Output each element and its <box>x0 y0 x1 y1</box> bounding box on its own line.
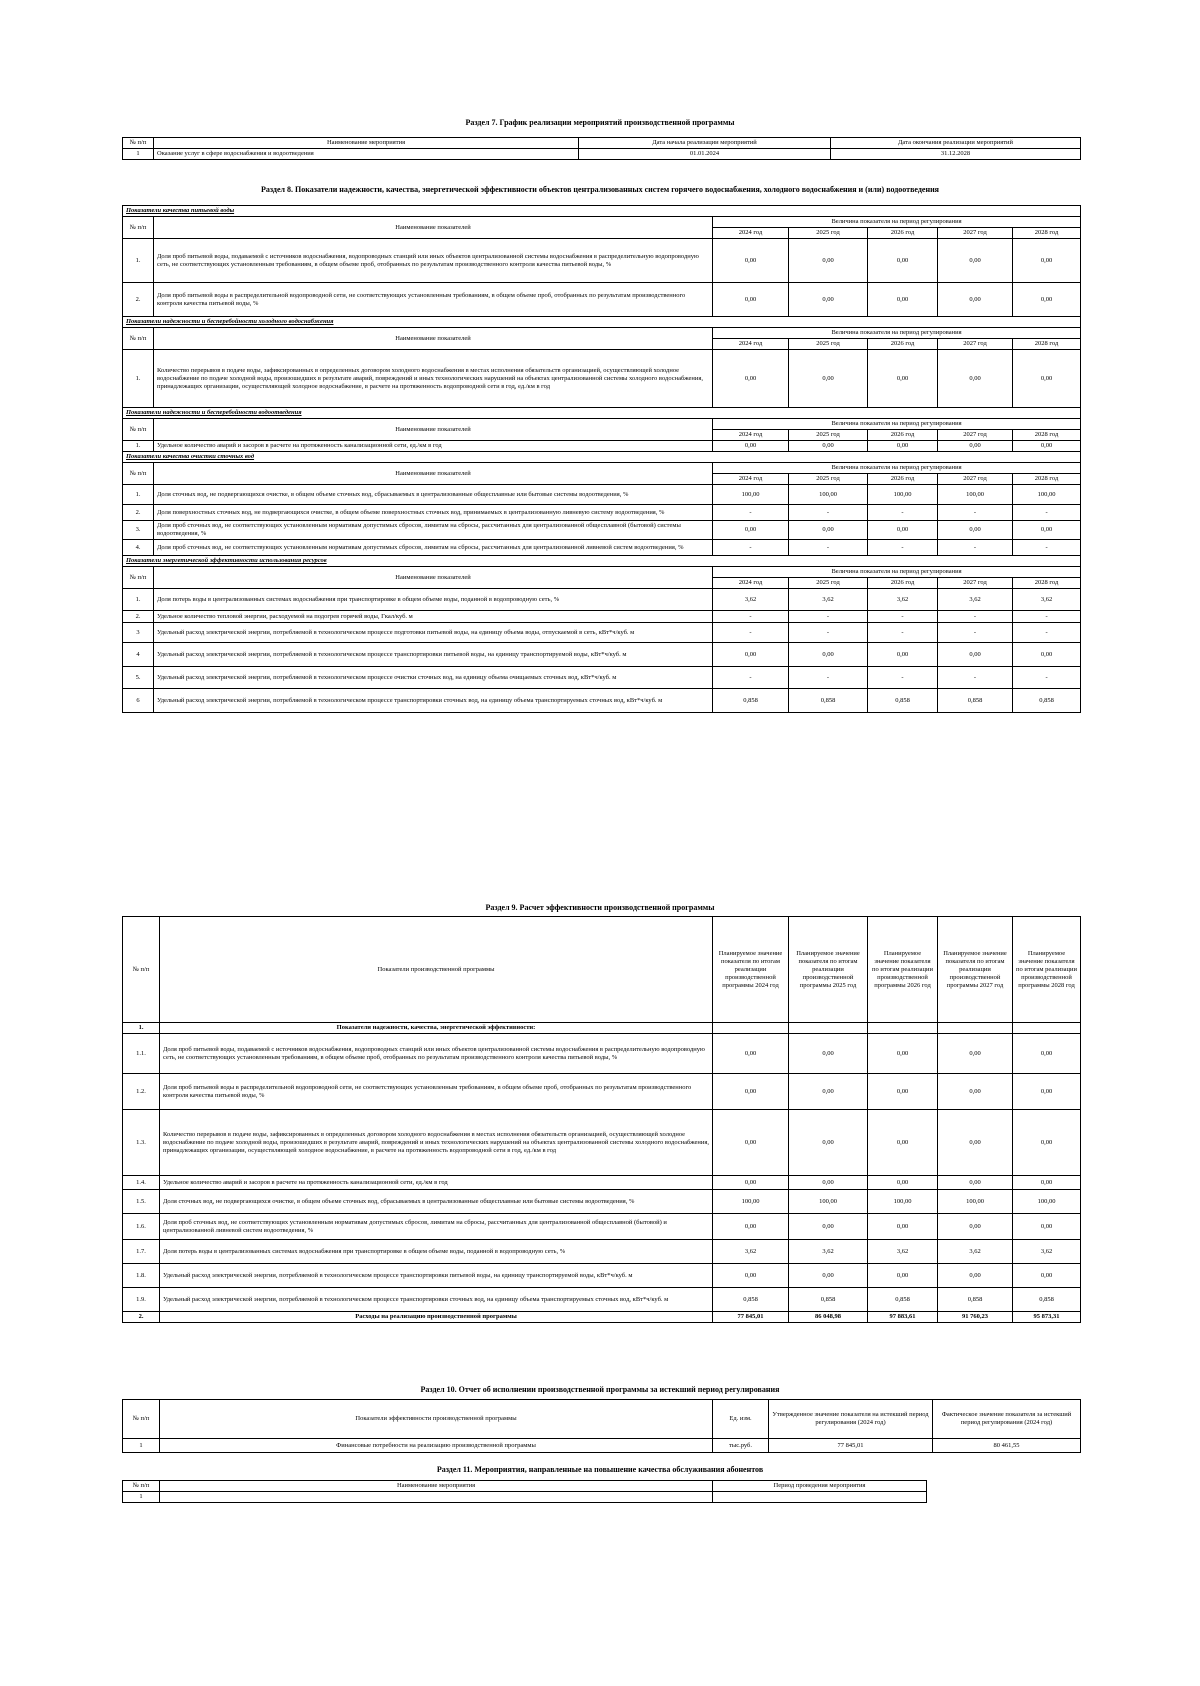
s8-row-value: - <box>713 623 789 643</box>
s8-row-value: 0,00 <box>868 643 938 667</box>
s8-row-name: Доля проб сточных вод, не соответствующих установленным нормативам допустимых сбросов, лимитам на сбросы, рассчитанных для централизованной ливневой систем водоотведения, % <box>154 540 713 556</box>
table-row <box>123 239 1081 283</box>
s10-header-unit: Ед. изм. <box>713 1400 769 1439</box>
section-8-title: Раздел 8. Показатели надежности, качества, энергетической эффективности объектов централизованных систем горячего водоснабжения, холодного водоснабжения и (или) водоотведения <box>260 185 940 194</box>
s8-row-no: 5. <box>123 667 154 689</box>
s7-header-name: Наименование мероприятия <box>154 138 579 149</box>
s9-row-value: 0,00 <box>713 1110 789 1176</box>
s9-row-no: 1.9. <box>123 1288 160 1312</box>
s9-row-value: 0,00 <box>1013 1264 1081 1288</box>
s11-row-name <box>160 1492 713 1503</box>
s8-header-year: 2027 год <box>938 228 1013 239</box>
s8-row-value: - <box>1013 611 1081 623</box>
s9-group-empty <box>1013 1023 1081 1034</box>
s11-header-name: Наименование мероприятия <box>160 1481 713 1492</box>
s8-row-value: 0,00 <box>938 643 1013 667</box>
s8-row-value: - <box>713 611 789 623</box>
s9-total-name: Расходы на реализацию производственной программы <box>160 1312 713 1323</box>
s9-row-value: 0,00 <box>713 1214 789 1240</box>
s9-row-value: 0,858 <box>1013 1288 1081 1312</box>
s8-row-value: - <box>868 505 938 521</box>
table-row <box>123 1034 1081 1074</box>
section-11-title: Раздел 11. Мероприятия, направленные на повышение качества обслуживания абонентов <box>436 1465 764 1474</box>
s9-row-value: 0,00 <box>938 1264 1013 1288</box>
table-row <box>123 505 1081 521</box>
s9-row-value: 0,00 <box>789 1110 868 1176</box>
table-row <box>123 540 1081 556</box>
s8-row-value: 0,00 <box>789 441 868 452</box>
table-row <box>123 441 1081 452</box>
s8-header-year: 2028 год <box>1013 474 1081 485</box>
s8-row-no: 1. <box>123 485 154 505</box>
table-row <box>123 589 1081 611</box>
s9-header-col: Планируемое значение показателя по итогам реализации производственной программы 2025 год <box>789 917 868 1023</box>
s9-row-value: 0,00 <box>1013 1110 1081 1176</box>
s9-row-name: Удельный расход электрической энергии, потребляемой в технологическом процессе транспортировки питьевой воды, на единицу транспортируемой воды, кВт*ч/куб. м <box>160 1264 713 1288</box>
s9-row-value: 0,00 <box>789 1176 868 1190</box>
s10-row-approved: 77 845,01 <box>769 1439 933 1453</box>
s8-row-value: 0,00 <box>868 283 938 317</box>
s9-row-value: 0,00 <box>868 1176 938 1190</box>
s9-row-no: 1.5. <box>123 1190 160 1214</box>
s9-row-name: Количество перерывов в подаче воды, зафиксированных в определенных договором холодного водоснабжения в местах исполнения обязательств организацией, осуществляющей холодное водоснабжение по подаче холодной воды, произошедших в результате аварий, повреждений и иных технологических нарушений на объектах централизованной системы холодного водоснабжения, принадлежащих организации, осуществляющей холодное водоснабжение, в расчете на протяженность водопроводной сети в год, ед./км в год <box>160 1110 713 1176</box>
s8-row-value: 0,00 <box>789 521 868 540</box>
s9-row-value: 0,00 <box>789 1074 868 1110</box>
s8-row-value: 0,00 <box>1013 441 1081 452</box>
s8-row-name: Доля проб питьевой воды в распределительной водопроводной сети, не соответствующих установленным требованиям, в общем объеме проб, отобранных по результатам производственного контроля качества питьевой воды, % <box>154 283 713 317</box>
s8-row-no: 2. <box>123 505 154 521</box>
s8-row-value: 0,858 <box>938 689 1013 713</box>
section-9-table <box>122 916 1081 1323</box>
table-row <box>123 1110 1081 1176</box>
s8-header-year: 2024 год <box>713 339 789 350</box>
s8-row-value: 0,00 <box>789 350 868 408</box>
s8-row-name: Доля проб питьевой воды, подаваемой с источников водоснабжения, водопроводных станций или иных объектов централизованной системы водоснабжения в распределительную водопроводную сеть, не соответствующих установленным требованиям, в общем объеме проб, отобранных по результатам производственного контроля качества питьевой воды, % <box>154 239 713 283</box>
s8-row-value: - <box>789 505 868 521</box>
s9-group-empty <box>938 1023 1013 1034</box>
s8-header-no: № п/п <box>123 419 154 441</box>
s8-row-value: - <box>789 667 868 689</box>
s9-row-no: 1.6. <box>123 1214 160 1240</box>
s8-row-value: 3,62 <box>1013 589 1081 611</box>
s8-row-name: Доля потерь воды в централизованных системах водоснабжения при транспортировке в общем объеме воды, поданной в водопроводную сеть, % <box>154 589 713 611</box>
s8-row-name: Удельный расход электрической энергии, потребляемой в технологическом процессе подготовки питьевой воды, на единицу объема воды, отпускаемой в сеть, кВт*ч/куб. м <box>154 623 713 643</box>
section-10-title: Раздел 10. Отчет об исполнении производственной программы за истекший период регулирования <box>420 1385 780 1394</box>
s8-row-value: - <box>713 667 789 689</box>
s8-header-no: № п/п <box>123 328 154 350</box>
table-row <box>123 611 1081 623</box>
s9-row-value: 3,62 <box>938 1240 1013 1264</box>
s8-row-value: 0,858 <box>1013 689 1081 713</box>
s10-row-no: 1 <box>123 1439 160 1453</box>
s9-header-name: Показатели производственной программы <box>160 917 713 1023</box>
s8-row-value: 100,00 <box>713 485 789 505</box>
s8-row-value: 0,00 <box>868 239 938 283</box>
s8-row-value: 100,00 <box>868 485 938 505</box>
s8-row-value: 0,00 <box>713 350 789 408</box>
s8-row-value: 0,00 <box>868 441 938 452</box>
s8-row-value: 3,62 <box>938 589 1013 611</box>
s9-row-value: 0,00 <box>789 1214 868 1240</box>
table-row <box>123 485 1081 505</box>
s9-group-empty <box>789 1023 868 1034</box>
s8-header-year: 2024 год <box>713 228 789 239</box>
s8-row-value: 0,858 <box>789 689 868 713</box>
s9-row-value: 0,00 <box>868 1264 938 1288</box>
s7-header-start: Дата начала реализации мероприятий <box>579 138 831 149</box>
table-row <box>123 623 1081 643</box>
s8-row-value: 0,00 <box>938 350 1013 408</box>
s8-row-value: 0,00 <box>713 239 789 283</box>
s9-row-value: 100,00 <box>789 1190 868 1214</box>
section-11-table <box>122 1480 927 1503</box>
s8-header-year: 2026 год <box>868 474 938 485</box>
s8-header-year: 2026 год <box>868 430 938 441</box>
s9-row-name: Удельное количество аварий и засоров в расчете на протяженность канализационной сети, ед./км в год <box>160 1176 713 1190</box>
s11-header-no: № п/п <box>123 1481 160 1492</box>
s9-row-value: 0,00 <box>938 1034 1013 1074</box>
s8-group-title: Показатели качества питьевой воды <box>123 206 1081 217</box>
s7-row-no: 1 <box>123 149 154 160</box>
s9-row-value: 0,00 <box>1013 1074 1081 1110</box>
s8-row-value: - <box>938 505 1013 521</box>
s7-header-end: Дата окончания реализации мероприятий <box>831 138 1081 149</box>
s8-row-value: 0,00 <box>789 643 868 667</box>
s8-row-name: Удельное количество аварий и засоров в расчете на протяженность канализационной сети, ед./км в год <box>154 441 713 452</box>
s9-group-name: Показатели надежности, качества, энергетической эффективности: <box>160 1023 713 1034</box>
s8-header-no: № п/п <box>123 217 154 239</box>
s8-row-value: 0,00 <box>1013 239 1081 283</box>
s9-row-value: 100,00 <box>868 1190 938 1214</box>
s9-row-value: 0,00 <box>713 1264 789 1288</box>
s8-row-value: 0,00 <box>713 521 789 540</box>
s8-row-no: 1. <box>123 350 154 408</box>
s9-row-value: 0,00 <box>868 1214 938 1240</box>
s8-row-value: - <box>713 505 789 521</box>
s9-header-col: Планируемое значение показателя по итогам реализации производственной программы 2024 год <box>713 917 789 1023</box>
s8-row-value: 0,858 <box>713 689 789 713</box>
s9-row-value: 100,00 <box>938 1190 1013 1214</box>
s11-row-no: 1 <box>123 1492 160 1503</box>
s8-header-year: 2026 год <box>868 339 938 350</box>
s8-row-value: - <box>938 611 1013 623</box>
s8-header-year: 2027 год <box>938 474 1013 485</box>
s8-row-value: 0,00 <box>868 521 938 540</box>
s8-row-value: 0,00 <box>713 643 789 667</box>
s8-header-year: 2028 год <box>1013 578 1081 589</box>
s9-row-value: 0,00 <box>938 1214 1013 1240</box>
s9-row-value: 0,00 <box>1013 1214 1081 1240</box>
s8-row-name: Удельный расход электрической энергии, потребляемой в технологическом процессе очистки сточных вод, на единицу объема очищаемых сточных вод, кВт*ч/куб. м <box>154 667 713 689</box>
s8-header-name: Наименование показателей <box>154 463 713 485</box>
s9-row-no: 1.8. <box>123 1264 160 1288</box>
s8-row-value: 100,00 <box>1013 485 1081 505</box>
s9-row-value: 3,62 <box>713 1240 789 1264</box>
s8-header-year: 2025 год <box>789 474 868 485</box>
s9-group-empty <box>713 1023 789 1034</box>
s8-header-year: 2027 год <box>938 578 1013 589</box>
s8-header-name: Наименование показателей <box>154 567 713 589</box>
s7-row-start: 01.01.2024 <box>579 149 831 160</box>
s10-header-name: Показатели эффективности производственной программы <box>160 1400 713 1439</box>
s8-header-year: 2025 год <box>789 578 868 589</box>
s8-row-value: 0,00 <box>1013 350 1081 408</box>
table-row <box>123 667 1081 689</box>
s8-row-value: - <box>868 540 938 556</box>
s8-row-value: - <box>713 540 789 556</box>
s8-row-value: - <box>938 623 1013 643</box>
table-row <box>123 521 1081 540</box>
s8-group-title: Показатели энергетической эффективности использования ресурсов <box>123 556 1081 567</box>
section-7-title: Раздел 7. График реализации мероприятий производственной программы <box>465 118 735 127</box>
s8-row-value: - <box>789 540 868 556</box>
s8-row-name: Удельное количество тепловой энергии, расходуемой на подогрев горячей воды, Гкал/куб. м <box>154 611 713 623</box>
s8-header-year: 2024 год <box>713 474 789 485</box>
s9-row-no: 1.2. <box>123 1074 160 1110</box>
s8-row-no: 2. <box>123 283 154 317</box>
s8-row-value: 100,00 <box>789 485 868 505</box>
s8-row-value: 0,00 <box>868 350 938 408</box>
s8-row-value: 0,00 <box>789 239 868 283</box>
table-row <box>123 1176 1081 1190</box>
section-9-title: Раздел 9. Расчет эффективности производственной программы <box>485 903 715 912</box>
section-8-table <box>122 205 1081 713</box>
s8-row-no: 2. <box>123 611 154 623</box>
s9-total-value: 95 873,31 <box>1013 1312 1081 1323</box>
s8-row-value: 0,00 <box>938 441 1013 452</box>
s9-header-col: Планируемое значение показателя по итогам реализации производственной программы 2027 год <box>938 917 1013 1023</box>
s8-row-value: 0,858 <box>868 689 938 713</box>
s8-row-value: - <box>1013 505 1081 521</box>
s8-header-no: № п/п <box>123 567 154 589</box>
table-row <box>123 1264 1081 1288</box>
s8-row-value: - <box>1013 623 1081 643</box>
s9-row-value: 0,858 <box>938 1288 1013 1312</box>
s8-group-title: Показатели надежности и бесперебойности водоотведения <box>123 408 1081 419</box>
s9-row-no: 1.7. <box>123 1240 160 1264</box>
s11-header-period: Период проведения мероприятия <box>713 1481 927 1492</box>
s7-row-end: 31.12.2028 <box>831 149 1081 160</box>
s8-row-name: Удельный расход электрической энергии, потребляемой в технологическом процессе транспортировки питьевой воды, на единицу транспортируемой воды, кВт*ч/куб. м <box>154 643 713 667</box>
s8-header-period: Величина показателя на период регулирования <box>713 567 1081 578</box>
s8-row-value: - <box>1013 540 1081 556</box>
s9-row-value: 0,00 <box>1013 1034 1081 1074</box>
s8-header-year: 2025 год <box>789 228 868 239</box>
s10-row-name: Финансовые потребности на реализацию производственной программы <box>160 1439 713 1453</box>
s9-row-value: 0,00 <box>1013 1176 1081 1190</box>
s8-row-value: 0,00 <box>1013 643 1081 667</box>
s8-row-no: 6 <box>123 689 154 713</box>
s8-header-period: Величина показателя на период регулирования <box>713 217 1081 228</box>
table-row <box>123 350 1081 408</box>
s9-row-value: 0,00 <box>868 1074 938 1110</box>
s8-header-year: 2027 год <box>938 430 1013 441</box>
table-row <box>123 1288 1081 1312</box>
s8-header-year: 2027 год <box>938 339 1013 350</box>
s8-header-year: 2026 год <box>868 578 938 589</box>
s8-row-no: 1. <box>123 441 154 452</box>
s8-header-year: 2028 год <box>1013 339 1081 350</box>
s9-row-name: Доля проб сточных вод, не соответствующих установленным нормативам допустимых сбросов, лимитам на сбросы, рассчитанных для централизованной общесплавной (бытовой) и централизованной ливневой систем водоотведения, % <box>160 1214 713 1240</box>
s8-row-no: 1. <box>123 589 154 611</box>
s9-row-value: 3,62 <box>789 1240 868 1264</box>
s9-row-no: 1.3. <box>123 1110 160 1176</box>
s9-row-name: Доля потерь воды в централизованных системах водоснабжения при транспортировке в общем объеме воды, поданной в водопроводную сеть, % <box>160 1240 713 1264</box>
s8-row-no: 3. <box>123 521 154 540</box>
s8-row-value: 0,00 <box>938 283 1013 317</box>
s9-row-no: 1.1. <box>123 1034 160 1074</box>
s9-row-value: 0,858 <box>868 1288 938 1312</box>
s9-row-name: Доля проб питьевой воды, подаваемой с источников водоснабжения, водопроводных станций или иных объектов централизованной системы водоснабжения в распределительную водопроводную сеть, не соответствующих установленным требованиям, в общем объеме проб, отобранных по результатам производственного контроля качества питьевой воды, % <box>160 1034 713 1074</box>
s9-row-value: 0,00 <box>868 1110 938 1176</box>
s9-row-value: 0,00 <box>789 1264 868 1288</box>
s8-row-value: 0,00 <box>713 283 789 317</box>
s8-row-value: - <box>938 667 1013 689</box>
s9-header-col: Планируемое значение показателя по итогам реализации производственной программы 2026 год <box>868 917 938 1023</box>
s8-header-period: Величина показателя на период регулирования <box>713 328 1081 339</box>
s8-header-name: Наименование показателей <box>154 217 713 239</box>
table-row <box>123 1190 1081 1214</box>
s8-row-value: - <box>868 667 938 689</box>
s9-row-value: 0,00 <box>938 1110 1013 1176</box>
s8-header-year: 2028 год <box>1013 430 1081 441</box>
s8-header-year: 2024 год <box>713 430 789 441</box>
s8-row-value: - <box>1013 667 1081 689</box>
s8-row-value: - <box>868 611 938 623</box>
s8-row-value: 3,62 <box>868 589 938 611</box>
s8-row-value: 0,00 <box>713 441 789 452</box>
s8-row-value: 0,00 <box>1013 521 1081 540</box>
s9-row-value: 0,00 <box>868 1034 938 1074</box>
s9-group-empty <box>868 1023 938 1034</box>
s8-row-name: Доля сточных вод, не подвергающихся очистке, в общем объеме сточных вод, сбрасываемых в централизованные общесплавные или бытовые системы водоотведения, % <box>154 485 713 505</box>
s8-row-no: 1. <box>123 239 154 283</box>
s8-row-value: 3,62 <box>789 589 868 611</box>
s8-row-no: 4. <box>123 540 154 556</box>
s8-row-name: Доля проб сточных вод, не соответствующих установленным нормативам допустимых сбросов, лимитам на сбросы, рассчитанных для централизованной общесплавной (бытовой) системы водоотведения, % <box>154 521 713 540</box>
s8-row-no: 3 <box>123 623 154 643</box>
s8-header-period: Величина показателя на период регулирования <box>713 463 1081 474</box>
table-row <box>123 689 1081 713</box>
s9-header-no: № п/п <box>123 917 160 1023</box>
s8-row-value: 0,00 <box>1013 283 1081 317</box>
s9-row-value: 0,00 <box>938 1074 1013 1110</box>
s9-row-no: 1.4. <box>123 1176 160 1190</box>
s9-row-value: 0,858 <box>713 1288 789 1312</box>
table-row <box>123 283 1081 317</box>
s9-row-value: 0,00 <box>938 1176 1013 1190</box>
s8-row-value: 0,00 <box>789 283 868 317</box>
s9-row-name: Удельный расход электрической энергии, потребляемой в технологическом процессе транспортировки сточных вод, на единицу объема транспортируемых сточных вод, кВт*ч/куб. м <box>160 1288 713 1312</box>
s8-row-value: 3,62 <box>713 589 789 611</box>
s8-group-title: Показатели надежности и бесперебойности холодного водоснабжения <box>123 317 1081 328</box>
s9-row-name: Доля проб питьевой воды в распределительной водопроводной сети, не соответствующих установленным требованиям, в общем объеме проб, отобранных по результатам производственного контроля качества питьевой воды, % <box>160 1074 713 1110</box>
s9-header-col: Планируемое значение показателя по итогам реализации производственной программы 2028 год <box>1013 917 1081 1023</box>
s7-header-no: № п/п <box>123 138 154 149</box>
section-10-table <box>122 1399 1081 1453</box>
s8-header-year: 2026 год <box>868 228 938 239</box>
s8-header-year: 2025 год <box>789 339 868 350</box>
s10-row-unit: тыс.руб. <box>713 1439 769 1453</box>
s9-row-value: 0,00 <box>713 1074 789 1110</box>
table-row <box>123 1074 1081 1110</box>
s9-total-value: 97 883,61 <box>868 1312 938 1323</box>
s8-header-period: Величина показателя на период регулирования <box>713 419 1081 430</box>
s9-row-name: Доля сточных вод, не подвергающихся очистке, в общем объеме сточных вод, сбрасываемых в централизованные общесплавные или бытовые системы водоотведения, % <box>160 1190 713 1214</box>
s10-row-actual: 80 461,55 <box>933 1439 1081 1453</box>
s9-total-value: 86 048,98 <box>789 1312 868 1323</box>
s8-row-value: - <box>789 623 868 643</box>
s9-row-value: 100,00 <box>713 1190 789 1214</box>
s9-group-no: 1. <box>123 1023 160 1034</box>
s10-header-no: № п/п <box>123 1400 160 1439</box>
s8-row-value: 0,00 <box>938 521 1013 540</box>
s9-total-value: 91 760,23 <box>938 1312 1013 1323</box>
s8-header-year: 2025 год <box>789 430 868 441</box>
s7-row-name: Оказание услуг в сфере водоснабжения и водоотведения <box>154 149 579 160</box>
s9-row-value: 0,858 <box>789 1288 868 1312</box>
s8-group-title: Показатели качества очистки сточных вод <box>123 452 1081 463</box>
table-row <box>123 1214 1081 1240</box>
s9-row-value: 0,00 <box>713 1034 789 1074</box>
table-row <box>123 643 1081 667</box>
s8-row-name: Количество перерывов в подаче воды, зафиксированных в определенных договором холодного водоснабжения в местах исполнения обязательств организацией, осуществляющей холодное водоснабжение по подаче холодной воды, произошедших в результате аварий, повреждений и иных технологических нарушений на объектах централизованной системы холодного водоснабжения, принадлежащих организации, осуществляющей холодное водоснабжение, в расчете на протяженность водопроводной сети в год, ед./км в год <box>154 350 713 408</box>
s8-row-value: 0,00 <box>938 239 1013 283</box>
s8-header-no: № п/п <box>123 463 154 485</box>
s9-row-value: 3,62 <box>1013 1240 1081 1264</box>
s8-row-no: 4 <box>123 643 154 667</box>
table-row <box>123 1240 1081 1264</box>
s10-header-actual: Фактическое значение показателя за истекший период регулирования (2024 год) <box>933 1400 1081 1439</box>
s8-row-value: 100,00 <box>938 485 1013 505</box>
section-7-table <box>122 137 1081 160</box>
s11-row-period <box>713 1492 927 1503</box>
s8-header-name: Наименование показателей <box>154 328 713 350</box>
s9-total-no: 2. <box>123 1312 160 1323</box>
s8-header-year: 2024 год <box>713 578 789 589</box>
s9-row-value: 0,00 <box>789 1034 868 1074</box>
s9-row-value: 100,00 <box>1013 1190 1081 1214</box>
s9-row-value: 0,00 <box>713 1176 789 1190</box>
s8-header-name: Наименование показателей <box>154 419 713 441</box>
s8-row-value: - <box>868 623 938 643</box>
s8-row-value: - <box>789 611 868 623</box>
s8-row-value: - <box>938 540 1013 556</box>
s8-row-name: Удельный расход электрической энергии, потребляемой в технологическом процессе транспортировки сточных вод, на единицу объема транспортируемых сточных вод, кВт*ч/куб. м <box>154 689 713 713</box>
s10-header-approved: Утвержденное значение показателя на истекший период регулирования (2024 год) <box>769 1400 933 1439</box>
s9-row-value: 3,62 <box>868 1240 938 1264</box>
s8-row-name: Доля поверхностных сточных вод, не подвергающихся очистке, в общем объеме поверхностных сточных вод, принимаемых в централизованную ливневую систему водоотведения, % <box>154 505 713 521</box>
s9-total-value: 77 845,01 <box>713 1312 789 1323</box>
s8-header-year: 2028 год <box>1013 228 1081 239</box>
